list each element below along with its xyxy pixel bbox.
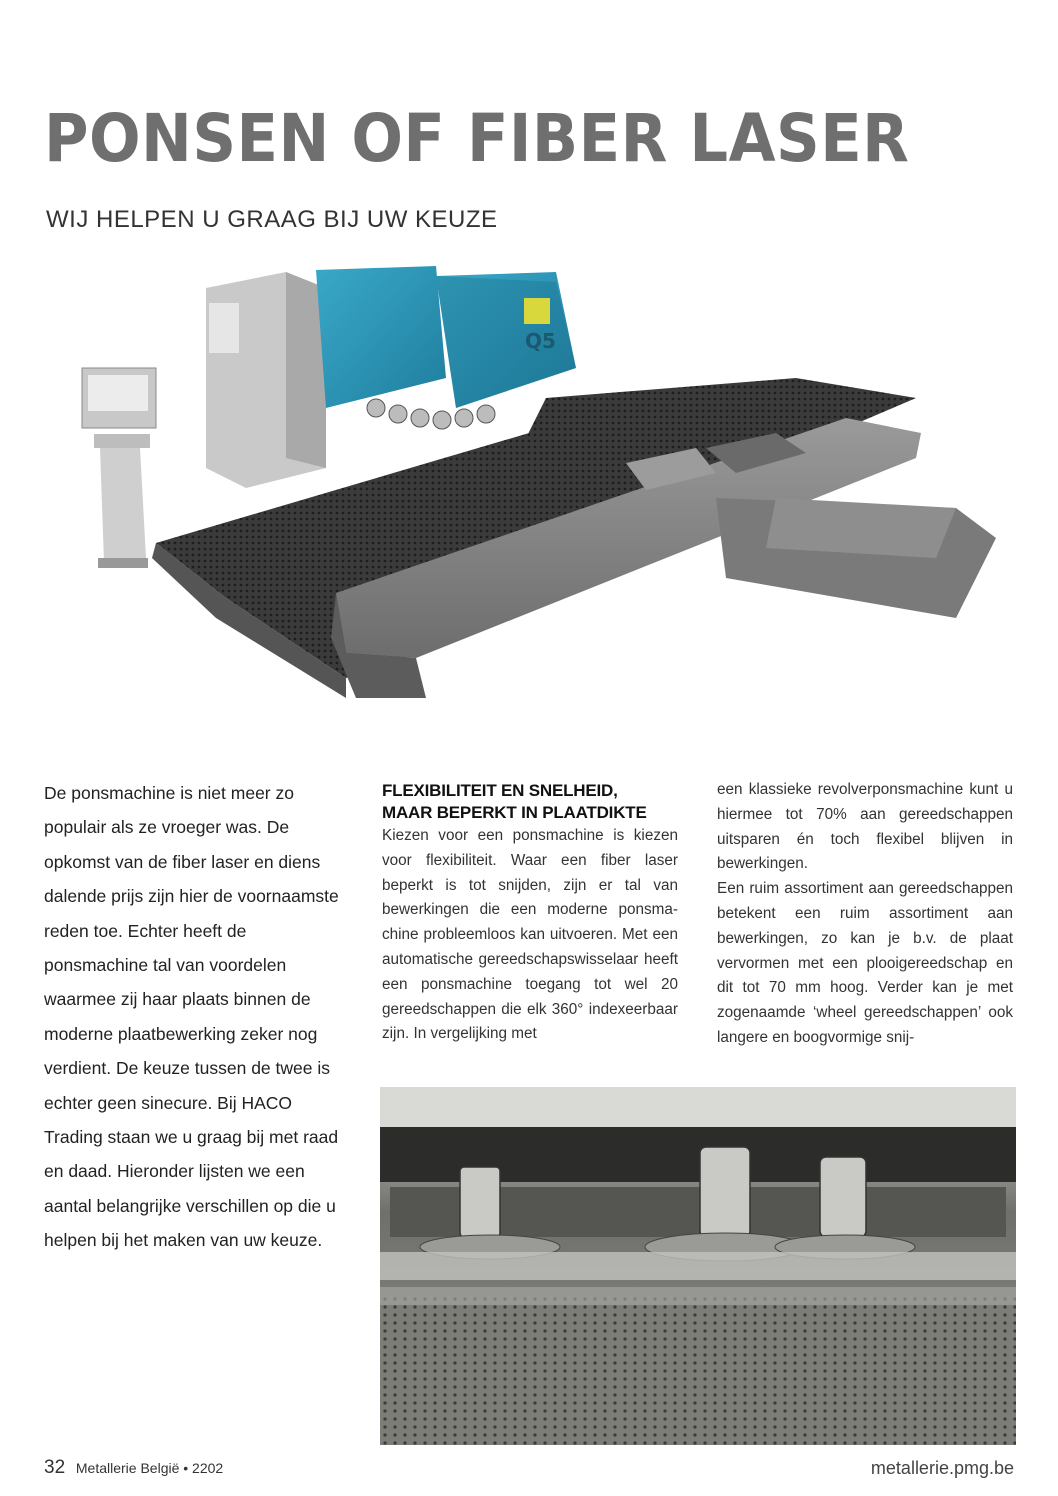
page-title: PONSEN OF FIBER LASER bbox=[44, 100, 910, 177]
page-subtitle: WIJ HELPEN U GRAAG BIJ UW KEUZE bbox=[46, 206, 498, 233]
section-paragraph-1: Kiezen voor een ponsmachine is kiezen voor flexibiliteit. Waar een fiber laser beperkt is tot snijden, zijn er tal van bewerkingen die een moderne ponsmachine probleemloos kan uitvoeren. Met een automatische gereedschapswisselaar heeft een ponsmachine toegang tot wel 20 gereedschappen die elk 360° indexeerbaar zijn. In vergelijking met bbox=[382, 827, 678, 1043]
turret-tooling-photo bbox=[380, 1087, 1016, 1445]
section-column-right bbox=[717, 778, 1013, 1051]
section-paragraph-2: een klassieke revolverponsmachine kunt u hiermee tot 70% aan gereedschappen uitsparen én toch flexibel blijven in bewerkingen. bbox=[717, 781, 1013, 873]
section-heading-line-2: MAAR BEPERKT IN PLAATDIKTE bbox=[382, 803, 647, 822]
footer-url: metallerie.pmg.be bbox=[870, 1458, 1014, 1478]
intro-paragraph: De ponsmachine is niet meer zo populair als ze vroeger was. De opkomst van de fiber laser en diens dalende prijs zijn hier de voornaamste reden toe. Echter heeft de ponsmachine tal van voordelen waarmee zij haar plaats binnen de moderne plaatbewerking zeker nog verdient. De keuze tussen de twee is echter geen sinecure. Bij HACO Trading staan we u graag bij met raad en daad. Hieronder lijsten we een aantal belangrijke verschillen op die u helpen bij het maken van uw keuze. bbox=[44, 783, 339, 1251]
magazine-issue: Metallerie België • 2202 bbox=[75, 1460, 224, 1476]
section-paragraph-3: Een ruim assortiment aan gereedschappen betekent een ruim assortiment aan bewerkingen, zo kan je b.v. de plaat vervormen met een plooigereedschap en dit tot 70 mm hoog. Verder kan je met zogenaamde ‘wheel gereedschappen’ ook langere en boogvormige snij- bbox=[717, 880, 1013, 1046]
svg-text:Q5: Q5 bbox=[525, 329, 556, 353]
section-column-middle bbox=[382, 780, 678, 1047]
punching-machine-photo bbox=[76, 258, 1006, 728]
section-heading bbox=[382, 780, 678, 824]
page-number: 32 bbox=[44, 1457, 66, 1478]
footer-magazine-info bbox=[44, 1457, 223, 1479]
section-heading-line-1: FLEXIBILITEIT EN SNELHEID, bbox=[382, 781, 618, 800]
